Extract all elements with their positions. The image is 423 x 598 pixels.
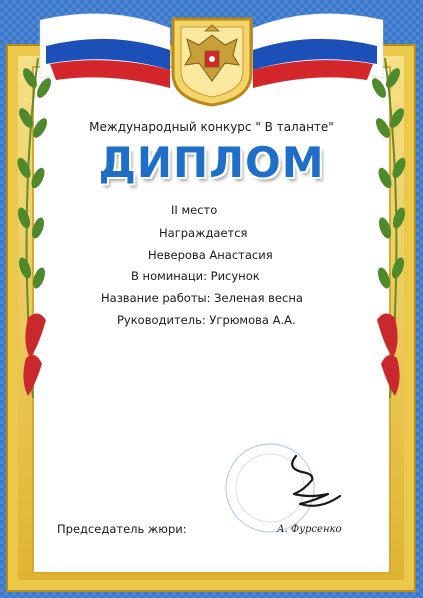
jury-chair-label: Председатель жюри:	[57, 522, 187, 536]
place-line: II место	[171, 203, 218, 217]
supervisor-line: Руководитель: Угрюмова А.А.	[117, 313, 296, 327]
recipient-name: Неверова Анастасия	[148, 248, 273, 262]
coat-of-arms-emblem	[167, 15, 257, 107]
diploma-heading: ДИПЛОМ	[98, 138, 325, 187]
work-title-line: Название работы: Зеленая весна	[101, 291, 303, 305]
contest-title: Международный конкурс " В таланте"	[89, 120, 334, 134]
category-line: В номинаци: Рисунок	[131, 269, 260, 283]
laurel-branch-icon	[8, 58, 68, 398]
signature-stamp	[220, 438, 360, 538]
awarded-line: Награждается	[159, 226, 248, 240]
laurel-branch-icon	[355, 58, 415, 398]
signer-name: А. Фурсенко	[277, 524, 342, 535]
